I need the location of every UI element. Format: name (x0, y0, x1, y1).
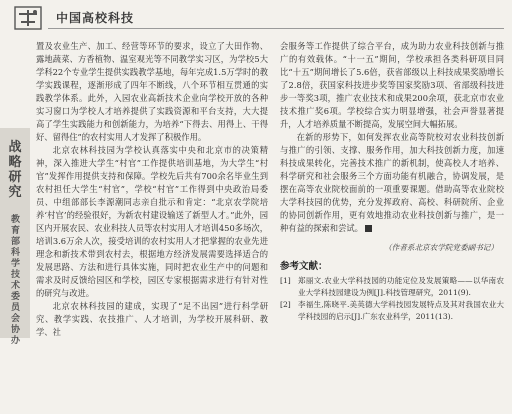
section-sponsor-label: 教育部科学技术委员会协办 (10, 215, 20, 346)
references-heading: 参考文献： (280, 261, 328, 272)
body-paragraph: 北京农林科技园的建成，实现了“足不出园”进行科学研究、教学实践、农技推广、人才培训，为学校开展科研、教学、社 (36, 301, 268, 337)
section-label: 战略研究 (8, 140, 22, 200)
reference-number: [1] (280, 276, 291, 285)
reference-item (280, 299, 504, 323)
body-paragraph: 北京农林科技园为学校认真落实中央和北京市的决策精神，深入推进大学生“村官”工作提供培训基地，为大学生“村官”发挥作用提供支持和保障。学校先后共有700余名毕业生到农村担任大学生“村官”，学校“村官”工作得到中央政治局委员、中组部部长李源潮同志亲自批示和肯定：“北京农学院培养‘村官’的经验很好，为新农村建设输送了新型人才。”此外，园区内开展农民、农业科技人员等农村实用人才培训450多场次，培训3.6万余人次，接受培训的农村实用人才把掌握的农业先进理念和新技术带到农村去，根据地方经济发展需要选择适合的发展思路、方法和进行具体实施，同时把农业生产中的问题和需求及时反馈给园区和学校，园区专家根据需求进行有针对性的研究与改进。 (36, 145, 268, 298)
reference-text: 李福生,陈晓平.美英德大学科技园发展特点及其对我国农业大学科技园的启示[J].广东农业科学，2011(13). (298, 300, 504, 321)
reference-number: [2] (280, 300, 291, 309)
author-signature: （作者系北京农学院党委副书记） (384, 243, 498, 252)
right-text-column (280, 40, 504, 323)
left-text-column (36, 40, 268, 339)
body-paragraph: 置及农业生产、加工、经营等环节的要求，设立了大田作物、露地蔬菜、方香植物、温室观光等不同教学实习区，为学校5大学科22个专业学生提供实践教学基地，每年完成1.5万学时的教学实践课程，逐渐形成了四年不断线，八个环节相互贯通的实践教学体系。此外，入园农业高新技术企业向学校开放的各种实习窗口为学校人才培养提供了实践资源和平台支持，大大提高了学生实践能力和创新能力，为培养“下得去、用得上、干得好、留得住”的农村实用人才发挥了积极作用。 (36, 41, 268, 142)
reference-item (280, 275, 504, 299)
journal-title: 中国高校科技 (56, 11, 135, 25)
reference-text: 郑丽文.农业大学科技园的功能定位及发展策略——以华南农业大学科技园建设为例[J].科技管理研究，2011(9). (298, 276, 504, 297)
header-divider (48, 28, 504, 29)
body-paragraph: 会服务等工作提供了综合平台，成为助力农业科技创新与推广的有效载体。“十一五”期间，学校承担各类科研项目同比“十五”期间增长了5.6倍，获省部级以上科技成果奖励增长了2.8倍，获国家科技进步奖等国家奖励3项、省部级科技进步一等奖3项，推广农业技术和成果200余项，获北京市农业技术推广奖6项。学校综合实力明显增强，社会声誉显著提升，人才培养质量不断提高，发展空间大幅拓展。 (280, 41, 504, 129)
closing-paragraph-text: 在新的形势下，如何发挥农业高等院校对农业科技创新与推广的引领、支撑、服务作用，加大科技创新力度，加速科技成果转化，完善技术推广的新机制，使高校人才培养、科学研究和社会服务三个方面功能有机融合，协调发展，是摆在高等农业院校面前的一项重要课题。借助高等农业院校大学科技园的优势，充分发挥政府、高校、科研院所、企业的协同创新作用，更有效地推动农业科技创新与推广，是一种有益的探索和尝试。 (280, 132, 504, 233)
journal-logo-icon (14, 6, 42, 30)
page-header (0, 0, 512, 34)
end-of-article-mark (365, 225, 372, 232)
body-paragraph (280, 131, 504, 235)
